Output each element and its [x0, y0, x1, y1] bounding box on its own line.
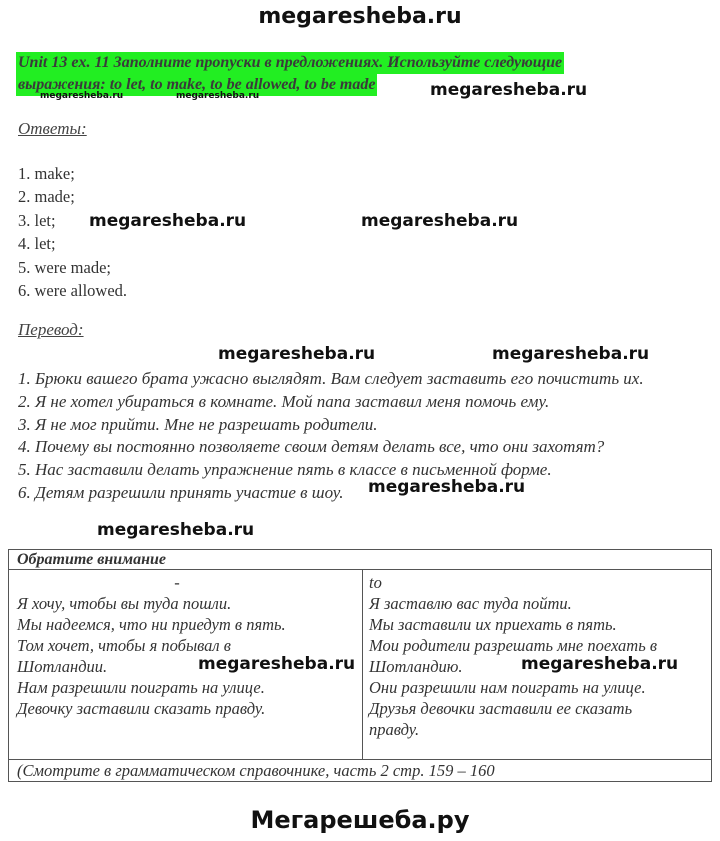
watermark: megaresheba.ru — [89, 211, 247, 231]
watermark: megaresheba.ru — [97, 520, 255, 540]
left-line: Том хочет, чтобы я побывал в — [17, 636, 231, 655]
right-line: Друзья девочки заставили ее сказать — [369, 699, 633, 718]
note-footer: (Смотрите в грамматическом справочнике, часть 2 стр. 159 – 160 — [17, 761, 495, 780]
note-title: Обратите внимание — [17, 551, 166, 568]
answer-item: 6. were allowed. — [18, 281, 128, 301]
translation-item: 5. Нас заставили делать упражнение пять в классе в письменной форме. — [18, 460, 552, 480]
right-line: Я заставлю вас туда пойти. — [369, 594, 572, 613]
translation-list — [18, 368, 644, 505]
watermark-small: megaresheba.ru — [40, 91, 124, 101]
site-footer: Мегарешеба.ру — [250, 806, 470, 834]
right-line: правду. — [369, 720, 420, 739]
task-heading — [16, 52, 710, 96]
right-line: Шотландию. — [369, 657, 463, 676]
left-column-head: - — [174, 573, 180, 592]
answer-item: 1. make; — [18, 164, 75, 183]
right-line: Мои родители разрешать мне поехать в — [369, 636, 658, 655]
translation-item: 2. Я не хотел убираться в комнате. Мой папа заставил меня помочь ему. — [18, 391, 550, 411]
watermark: megaresheba.ru — [492, 344, 650, 364]
site-header: megaresheba.ru — [258, 4, 462, 29]
right-line: Они разрешили нам поиграть на улице. — [369, 678, 646, 697]
answers-title: Ответы: — [18, 119, 87, 138]
note-header — [9, 550, 711, 570]
watermark: megaresheba.ru — [430, 80, 588, 100]
translation-item: 4. Почему вы постоянно позволяете своим детям делать все, что они захотят? — [18, 437, 605, 457]
watermark: megaresheba.ru — [521, 654, 679, 674]
task-line-1: Unit 13 ex. 11 Заполните пропуски в предложениях. Используйте следующие — [16, 52, 564, 74]
watermark-small: megaresheba.ru — [176, 91, 260, 101]
left-line: Шотландии. — [17, 657, 108, 676]
watermark: megaresheba.ru — [361, 211, 519, 231]
left-line: Девочку заставили сказать правду. — [17, 699, 266, 718]
translation-item: 6. Детям разрешили принять участие в шоу. — [18, 482, 344, 502]
watermark: megaresheba.ru — [198, 654, 356, 674]
left-line: Мы надеемся, что ни приедут в пять. — [17, 615, 286, 634]
footer-divider — [9, 759, 711, 760]
translation-item: 1. Брюки вашего брата ужасно выглядят. Вам следует заставить его почистить их. — [18, 369, 644, 388]
column-divider — [362, 570, 363, 759]
answer-item: 2. made; — [18, 187, 75, 207]
answer-item: 5. were made; — [18, 257, 111, 277]
answers-list — [18, 162, 127, 302]
right-column-head: to — [369, 573, 382, 592]
right-line: Мы заставили их приехать в пять. — [369, 615, 617, 634]
watermark: megaresheba.ru — [218, 344, 376, 364]
answer-item: 4. let; — [18, 234, 56, 254]
watermark: megaresheba.ru — [368, 477, 526, 497]
note-left-column — [17, 572, 357, 719]
left-line: Я хочу, чтобы вы туда пошли. — [17, 594, 232, 613]
task-line-2: выражения: to let, to make, to be allowed, to be made — [16, 74, 377, 96]
left-line: Нам разрешили поиграть на улице. — [17, 678, 265, 697]
translation-title: Перевод: — [18, 320, 84, 339]
answer-item: 3. let; — [18, 210, 56, 230]
translation-item: 3. Я не мог прийти. Мне не разрешать родители. — [18, 414, 378, 434]
